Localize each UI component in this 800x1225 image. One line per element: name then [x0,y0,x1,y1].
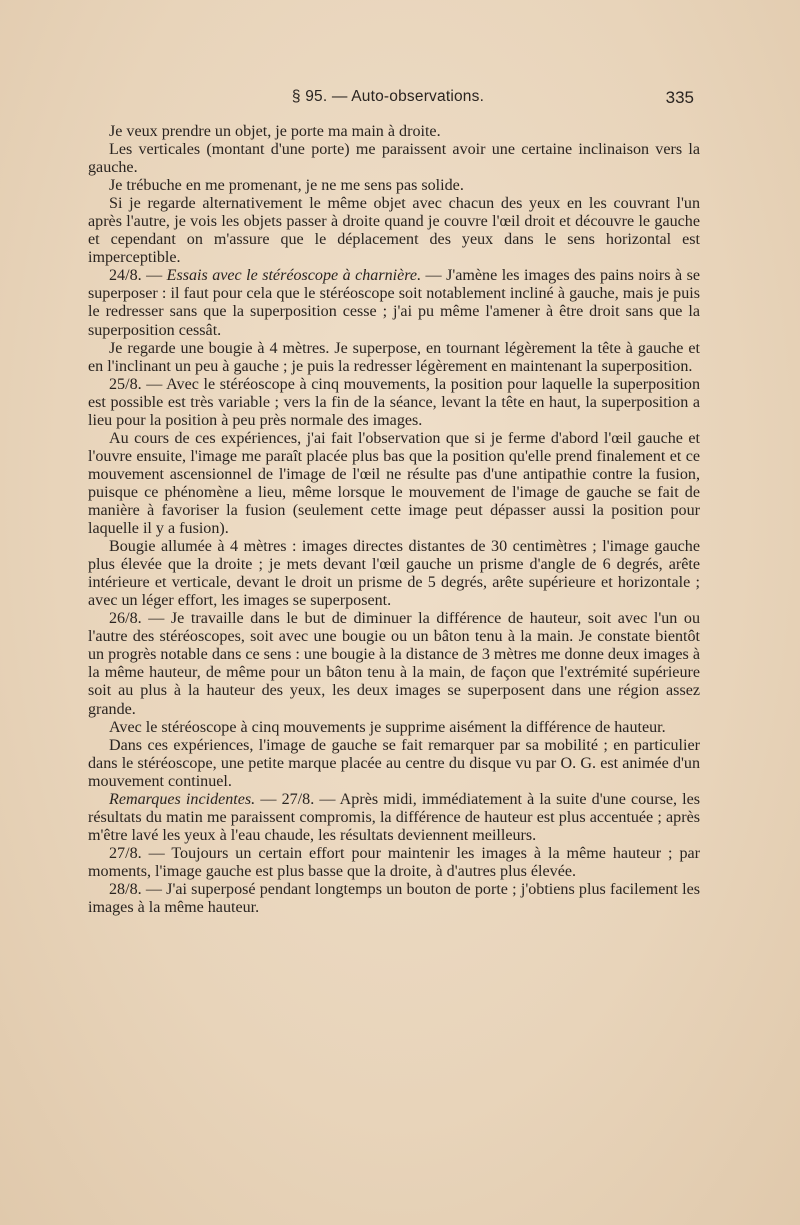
paragraph: Dans ces expériences, l'image de gauche se fait remarquer par sa mobilité ; en particulier dans le stéréoscope, une petite marque placée au centre du disque vu par O. G. est animée d'un mouvement continuel. [88,736,700,790]
page-number: 335 [665,88,694,107]
paragraph: Je regarde une bougie à 4 mètres. Je superpose, en tournant légèrement la tête à gauche et en l'inclinant un peu à gauche ; je puis la redresser légèrement en maintenant la superposition. [88,339,700,375]
body-text [88,123,700,917]
entry-date: 24/8. — [109,267,167,285]
paragraph: Si je regarde alternativement le même objet avec chacun des yeux en les couvrant l'un après l'autre, je vois les objets passer à droite quand je couvre l'œil droit et découvre le gauche et cependant on m'assure que le déplacement des yeux dans le sens horizontal est imperceptible. [88,195,700,267]
paragraph [88,791,700,845]
paragraph: 26/8. — Je travaille dans le but de diminuer la différence de hauteur, soit avec l'un ou l'autre des stéréoscopes, soit avec une bougie ou un bâton tenu à la main. Je constate bientôt un progrès notable dans ce sens : une bougie à la distance de 3 mètres me donne deux images à la même hauteur, de même pour un bâton tenu à la main, de façon que l'extrémité supérieure soit au plus à la hauteur des yeux, les deux images se superposent dans une région assez grande. [88,610,700,718]
paragraph: Au cours de ces expériences, j'ai fait l'observation que si je ferme d'abord l'œil gauche et l'ouvre ensuite, l'image me paraît placée plus bas que la position qu'elle prend finalement et ce mouvement ascensionnel de l'image de l'œil ne résulte pas d'une antipathie contre la fusion, puisque ce phénomène a lieu, même lorsque le mouvement de l'image de gauche se fait de manière à favoriser la fusion (seulement cette image peut dépasser aussi la position pour laquelle il y a fusion). [88,429,700,538]
paragraph: Bougie allumée à 4 mètres : images directes distantes de 30 centimètres ; l'image gauche plus élevée que la droite ; je mets devant l'œil gauche un prisme d'angle de 6 degrés, arête intérieure et verticale, devant le droit un prisme de 5 degrés, arête supérieure et horizontale ; avec un léger effort, les images se superposent. [88,538,700,610]
paragraph-text: J'amène les images des pains noirs à se superposer : il faut pour cela que le stéréoscope soit notablement incliné à gauche, mais je puis le redresser sans que la superposition cesse ; j'ai pu même l'amener à être droit sans que la superposition cessât. [88,267,700,339]
paragraph: Je veux prendre un objet, je porte ma main à droite. [109,123,441,140]
paragraph: Les verticales (montant d'une porte) me paraissent avoir une certaine inclinaison vers la gauche. [88,141,700,177]
paragraph: 27/8. — Toujours un certain effort pour maintenir les images à la même hauteur ; par moments, l'image gauche est plus basse que la droite, à d'autres plus élevée. [88,844,700,880]
separator: — [421,267,447,285]
paragraph [88,267,700,339]
paragraph-text: — 27/8. — Après midi, immédiatement à la suite d'une course, les résultats du matin me paraissent compromis, la différence de hauteur est plus accentuée ; après m'être lavé les yeux à l'eau chaude, les résultats deviennent meilleurs. [88,790,701,844]
paragraph: 28/8. — J'ai superposé pendant longtemps un bouton de porte ; j'obtiens plus facilement les images à la même hauteur. [88,880,700,917]
paragraph: 25/8. — Avec le stéréoscope à cinq mouvements, la position pour laquelle la superposition est possible est très variable ; vers la fin de la séance, levant la tête en haut, la superposition a lieu pour la position à peu près normale des images. [88,375,700,429]
paragraph: Je trébuche en me promenant, je ne me sens pas solide. [109,177,464,195]
section-title: Essais avec le stéréoscope à charnière. [166,267,422,285]
paragraph: Avec le stéréoscope à cinq mouvements je supprime aisément la différence de hauteur. [109,718,666,736]
running-head: § 95. — Auto-observations. [291,88,485,105]
page-header [88,88,694,110]
section-title: Remarques incidentes. [109,790,256,808]
